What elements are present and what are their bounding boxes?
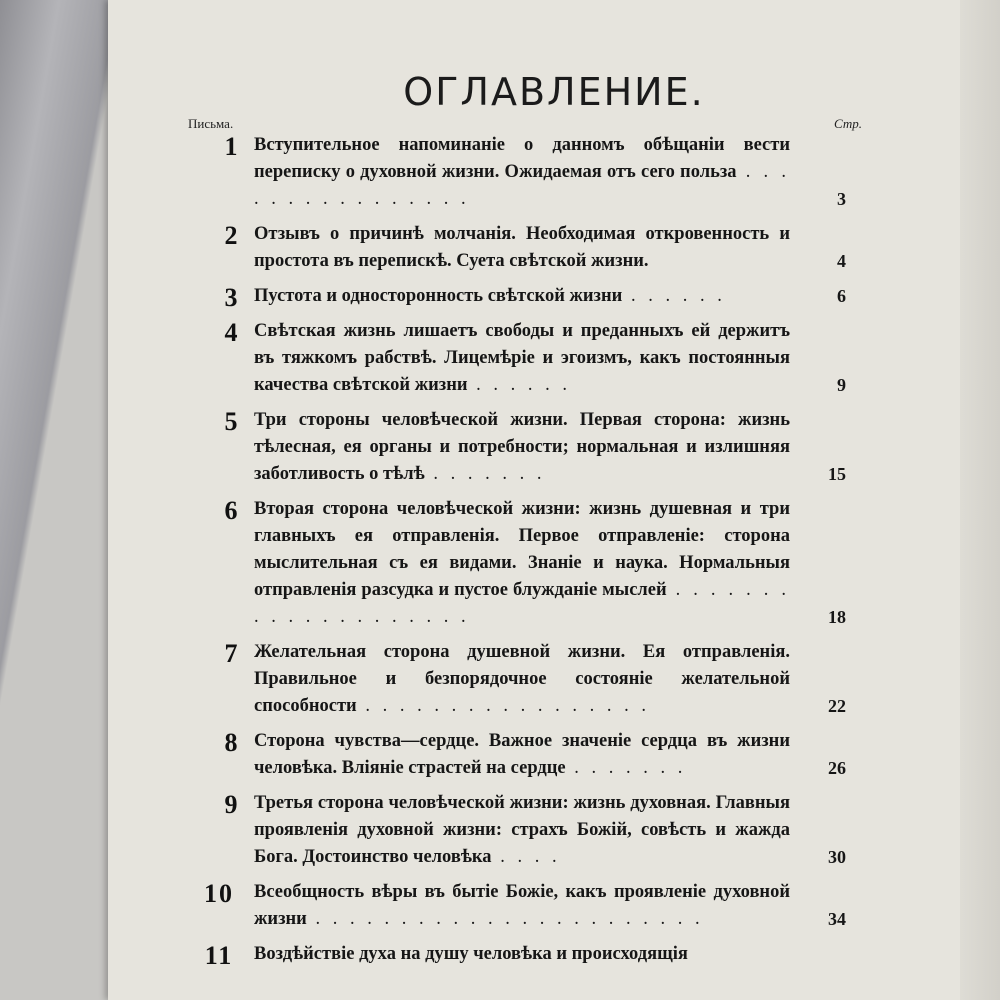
toc-entry: 8 Сторона чувства—сердце. Важное значеніе сердца въ жизни человѣка. Вліяніе страстей на сердце . . . . . . . 26 [246, 728, 846, 782]
entry-text: Отзывъ о причинѣ молчанія. Необходимая откровенность и простота въ перепискѣ. Суета свѣтской жизни. [254, 224, 790, 271]
letter-number: 5 [224, 407, 238, 436]
entry-text: Третья сторона человѣческой жизни: жизнь духовная. Главныя проявленія духовной жизни: страхъ Божій, совѣсть и жажда Бога. Достоинство человѣка [254, 793, 790, 867]
entry-text: Сторона чувства—сердце. Важное значеніе сердца въ жизни человѣка. Вліяніе страстей на сердце [254, 731, 790, 778]
entry-text: Свѣтская жизнь лишаетъ свободы и преданныхъ ей держитъ въ тяжкомъ рабствѣ. Лицемѣріе и эгоизмъ, какъ постоянныя качества свѣтской жизни [254, 321, 790, 395]
letter-number: 2 [224, 221, 238, 250]
column-label-letters: Письма. [188, 116, 234, 131]
toc-entry [224, 221, 846, 275]
entry-text: Вторая сторона человѣческой жизни: жизнь душевная и три главныхъ ея отправленія. Первое отправленіе: сторона мыслительная съ ея видами. Знаніе и наука. Нормальныя отправленія разсудка и пустое блужданіе мыслей [254, 499, 790, 600]
letter-number: 10 [204, 879, 234, 908]
letter-number: 6 [224, 496, 238, 525]
page-number: 26 [828, 758, 846, 778]
toc-entry: 5 Три стороны человѣческой жизни. Первая сторона: жизнь тѣлесная, ея органы и потребности; нормальная и излишняя заботливость о тѣлѣ . . . . . . . 15 [246, 407, 846, 488]
toc-entry: 6 Вторая сторона человѣческой жизни: жизнь душевная и три главныхъ ея отправленія. Первое отправленіе: сторона мыслительная съ ея видами. Знаніе и наука. Нормальныя отправленія разсудка и пустое блужданіе мыслей . . . . . . . . . . . . . . . . . . . . 18 [246, 496, 846, 631]
toc-entry: 7 Желательная сторона душевной жизни. Ея отправленія. Правильное и безпорядочное состояніе желательной способности . . . . . . . . . . . . . . . . . 22 [246, 639, 846, 720]
toc-entry: 1 Вступительное напоминаніе о данномъ обѣщаніи вести переписку о духовной жизни. Ожидаемая отъ сего польза . . . . . . . . . . . . . . . . 3 [246, 132, 846, 213]
toc-entry: 9 Третья сторона человѣческой жизни: жизнь духовная. Главныя проявленія духовной жизни: страхъ Божій, совѣсть и жажда Бога. Достоинство человѣка . . . . 30 [246, 790, 846, 871]
letter-number: 3 [224, 283, 238, 312]
adjacent-page-edge [960, 0, 1000, 1000]
letter-number: 8 [224, 728, 238, 757]
entry-text: Воздѣйствіе духа на душу человѣка и происходящія [254, 944, 688, 964]
column-label-page: Стр. [834, 116, 862, 131]
toc-entry: 10 Всеобщность вѣры въ бытіе Божіе, какъ проявленіе духовной жизни . . . . . . . . . . . . . . . . . . . . . . . 34 [246, 879, 846, 933]
page-number: 15 [828, 464, 846, 484]
entry-text: Желательная сторона душевной жизни. Ея отправленія. Правильное и безпорядочное состояніе желательной способности [254, 642, 790, 716]
page-number: 6 [837, 286, 846, 306]
page-number: 30 [828, 847, 846, 867]
entry-text: Пустота и односторонность свѣтской жизни [254, 286, 623, 306]
entry-text: Всеобщность вѣры въ бытіе Божіе, какъ проявленіе духовной жизни [254, 882, 790, 929]
letter-number: 9 [224, 790, 238, 819]
page-number: 34 [828, 909, 846, 929]
letter-number: 1 [224, 132, 238, 161]
page-number: 18 [828, 607, 846, 627]
page-number: 3 [837, 189, 846, 209]
book-page [108, 0, 1000, 1000]
entry-text: Вступительное напоминаніе о данномъ обѣщаніи вести переписку о духовной жизни. Ожидаемая отъ сего польза [254, 135, 790, 182]
letter-number: 4 [224, 318, 238, 347]
page-title: ОГЛАВЛЕНИЕ. [403, 70, 705, 114]
page-number: 9 [837, 375, 846, 395]
letter-number: 11 [204, 941, 234, 970]
toc-entry [204, 941, 846, 970]
toc-entry: 4 Свѣтская жизнь лишаетъ свободы и преданныхъ ей держитъ въ тяжкомъ рабствѣ. Лицемѣріе и эгоизмъ, какъ постоянныя качества свѣтской жизни . . . . . . 9 [246, 318, 846, 399]
toc-list [204, 132, 846, 976]
page-number: 22 [828, 696, 846, 716]
page-number: 4 [837, 251, 846, 271]
letter-number: 7 [224, 639, 238, 668]
entry-text: Три стороны человѣческой жизни. Первая сторона: жизнь тѣлесная, ея органы и потребности; нормальная и излишняя заботливость о тѣлѣ [254, 410, 790, 484]
toc-entry: 3 Пустота и односторонность свѣтской жизни . . . . . . 6 [246, 283, 846, 310]
